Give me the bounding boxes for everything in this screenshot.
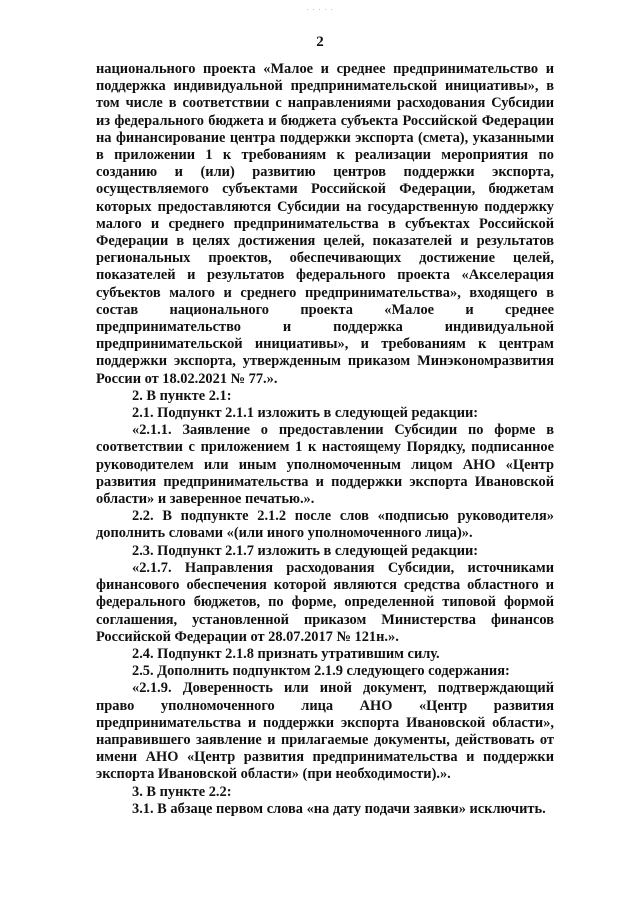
paragraph-quote-2-1-9: «2.1.9. Доверенность или иной документ, подтверждающий право уполномоченного лица АНО «Центр развития предпринимательства и поддержки экспорта Ивановской области», направившего заявление и прилагаемые документы, действовать от имени АНО «Центр развития предпринимательства и поддержки экспорта Ивановской области» (при необходимости).». — [96, 680, 554, 783]
scan-mark: · · · · · — [306, 6, 334, 14]
paragraph-item-3-1: 3.1. В абзаце первом слова «на дату подачи заявки» исключить. — [132, 800, 546, 817]
paragraph-item-2-5: 2.5. Дополнить подпунктом 2.1.9 следующего содержания: — [132, 663, 510, 680]
paragraph-item-2-3: 2.3. Подпункт 2.1.7 изложить в следующей редакции: — [132, 542, 479, 559]
paragraph-quote-2-1-7: «2.1.7. Направления расходования Субсидии, источниками финансового обеспечения которой являются средства областного и федерального бюджетов, по форме, определенной типовой формой соглашения, установленной приказом Министерства финансов Российской Федерации от 28.07.2017 № 121н.». — [96, 559, 554, 645]
paragraph-continuation: национального проекта «Малое и среднее предпринимательство и поддержка индивидуальной предпринимательской инициативы», в том числе в соответствии с направлениями расходования Субсидии из федерального бюджета и бюджета субъекта Российской Федерации на финансирование центра поддержки экспорта (смета), указанными в приложении 1 к требованиям к реализации мероприятия по созданию и (или) развитию центров поддержки экспорта, осуществляемого субъектами Российской Федерации, бюджетам которых предоставляются Субсидии на государственную поддержку малого и среднего предпринимательства в субъектах Российской Федерации в целях достижения целей, показателей и результатов региональных проектов, обеспечивающих достижение целей, показателей и результатов федерального проекта «Акселерация субъектов малого и среднего предпринимательства», входящего в состав национального проекта «Малое и среднее предпринимательство и поддержка индивидуальной предпринимательской инициативы», и требованиям к центрам поддержки экспорта, утвержденным приказом Минэкономразвития России от 18.02.2021 № 77.». — [96, 61, 554, 387]
paragraph-item-3: 3. В пункте 2.2: — [132, 783, 232, 800]
paragraph-item-2-4: 2.4. Подпункт 2.1.8 признать утратившим силу. — [132, 645, 440, 662]
paragraph-item-2: 2. В пункте 2.1: — [132, 387, 232, 404]
paragraph-item-2-1: 2.1. Подпункт 2.1.1 изложить в следующей редакции: — [132, 405, 479, 422]
paragraph-item-2-2: 2.2. В подпункте 2.1.2 после слов «подписью руководителя» дополнить словами «(или иного уполномоченного лица)». — [96, 508, 554, 542]
page-number: 2 — [316, 34, 324, 50]
paragraph-quote-2-1-1: «2.1.1. Заявление о предоставлении Субсидии по форме в соответствии с приложением 1 к настоящему Порядку, подписанное руководителем или иным уполномоченным лицом АНО «Центр развития предпринимательства и поддержки экспорта Ивановской области» и заверенное печатью.». — [96, 422, 554, 508]
document-body — [96, 61, 554, 818]
